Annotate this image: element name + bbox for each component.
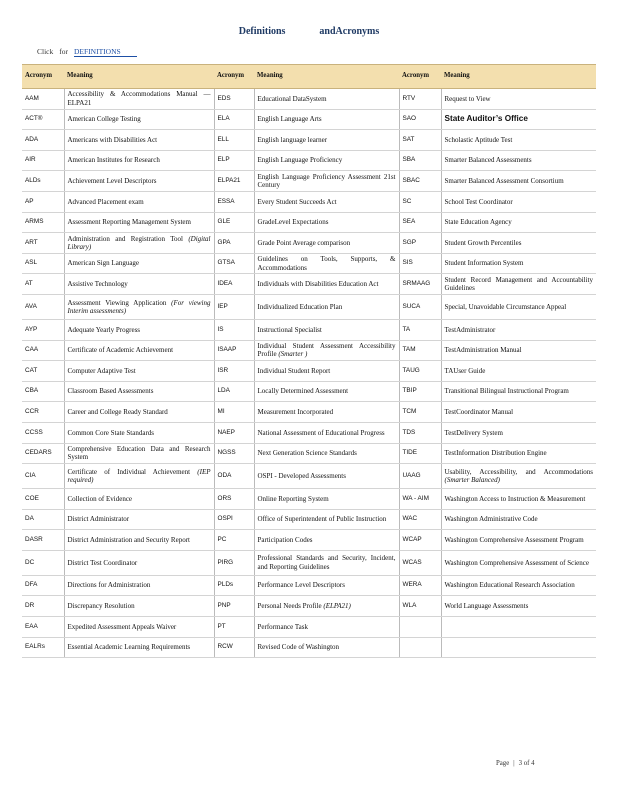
definitions-link-line bbox=[37, 47, 137, 56]
meaning-cell bbox=[64, 550, 214, 575]
acronyms-table bbox=[22, 64, 596, 658]
meaning-text: GradeLevel Expectations bbox=[257, 218, 329, 227]
acronym-cell: PT bbox=[214, 617, 254, 638]
meaning-cell bbox=[254, 319, 399, 340]
acronym-cell: UAAG bbox=[399, 464, 441, 489]
meaning-text: World Language Assessments bbox=[444, 602, 529, 611]
acronym-cell: SGP bbox=[399, 233, 441, 254]
meaning-text: Instructional Specialist bbox=[257, 325, 322, 334]
acronym-cell: TAUG bbox=[399, 361, 441, 382]
meaning-cell bbox=[441, 109, 596, 130]
meaning-text: Educational DataSystem bbox=[257, 94, 327, 103]
meaning-cell bbox=[254, 509, 399, 530]
meaning-cell bbox=[254, 361, 399, 382]
acronym-cell: PC bbox=[214, 530, 254, 551]
table-row bbox=[22, 443, 596, 464]
header-meaning: Meaning bbox=[64, 65, 214, 89]
meaning-text: Next Generation Science Standards bbox=[257, 449, 357, 458]
meaning-cell bbox=[64, 443, 214, 464]
meaning-text: Collection of Evidence bbox=[67, 494, 133, 503]
meaning-text: Classroom Based Assessments bbox=[67, 387, 154, 396]
meaning-text: District Administration and Security Report bbox=[67, 535, 190, 544]
acronym-cell: CCR bbox=[22, 402, 64, 423]
table-row bbox=[22, 381, 596, 402]
table-row bbox=[22, 509, 596, 530]
acronym-cell: WERA bbox=[399, 575, 441, 596]
table-row bbox=[22, 617, 596, 638]
acronym-cell: PNP bbox=[214, 596, 254, 617]
acronym-cell: AYP bbox=[22, 319, 64, 340]
acronym-cell: AT bbox=[22, 274, 64, 295]
acronym-cell: IDEA bbox=[214, 274, 254, 295]
meaning-text: Americans with Disabilities Act bbox=[67, 135, 158, 144]
acronym-cell: TIDE bbox=[399, 443, 441, 464]
table-row bbox=[22, 212, 596, 233]
meaning-cell bbox=[254, 530, 399, 551]
meaning-text: Personal Needs Profile bbox=[257, 602, 322, 611]
meaning-cell bbox=[441, 294, 596, 319]
meaning-text: TestInformation Distribution Engine bbox=[444, 449, 547, 458]
meaning-cell bbox=[64, 109, 214, 130]
acronym-cell: RCW bbox=[214, 637, 254, 658]
meaning-text: Transitional Bilingual Instructional Program bbox=[444, 387, 569, 396]
meaning-cell bbox=[441, 340, 596, 361]
meaning-cell bbox=[254, 109, 399, 130]
meaning-cell bbox=[254, 617, 399, 638]
meaning-cell bbox=[441, 212, 596, 233]
acronym-cell: WA - AIM bbox=[399, 489, 441, 510]
meaning-note: (Digital Library) bbox=[67, 234, 211, 251]
table-row bbox=[22, 233, 596, 254]
meaning-cell bbox=[64, 381, 214, 402]
meaning-text: Certificate of Academic Achievement bbox=[67, 346, 174, 355]
acronym-cell: COE bbox=[22, 489, 64, 510]
meaning-cell bbox=[64, 253, 214, 274]
meaning-text: Discrepancy Resolution bbox=[67, 602, 135, 611]
acronym-cell: PLDs bbox=[214, 575, 254, 596]
acronym-cell: CEDARS bbox=[22, 443, 64, 464]
acronym-cell: DC bbox=[22, 550, 64, 575]
meaning-text: Office of Superintendent of Public Instruction bbox=[257, 515, 387, 524]
meaning-cell bbox=[254, 253, 399, 274]
acronym-cell: NAEP bbox=[214, 422, 254, 443]
meaning-cell bbox=[441, 233, 596, 254]
page-footer: Page | 3 of 4 bbox=[496, 760, 535, 767]
acronym-cell: ELPA21 bbox=[214, 171, 254, 192]
meaning-text: District Administrator bbox=[67, 515, 130, 524]
acronym-cell: ODA bbox=[214, 464, 254, 489]
meaning-cell bbox=[441, 130, 596, 151]
acronym-cell: TDS bbox=[399, 422, 441, 443]
meaning-cell bbox=[64, 233, 214, 254]
table-row bbox=[22, 171, 596, 192]
meaning-text: Locally Determined Assessment bbox=[257, 387, 349, 396]
acronym-cell: DA bbox=[22, 509, 64, 530]
meaning-cell bbox=[64, 191, 214, 212]
acronym-cell: TA bbox=[399, 319, 441, 340]
table-row bbox=[22, 319, 596, 340]
meaning-text: Student Record Management and Accountability Guidelines bbox=[444, 275, 593, 293]
meaning-text: Washington Administrative Code bbox=[444, 515, 538, 524]
acronym-cell: CAA bbox=[22, 340, 64, 361]
acronym-cell: CAT bbox=[22, 361, 64, 382]
meaning-cell bbox=[254, 381, 399, 402]
acronym-cell: ASL bbox=[22, 253, 64, 274]
meaning-cell bbox=[254, 550, 399, 575]
title-word-acronyms: andAcronyms bbox=[319, 26, 380, 37]
table-row bbox=[22, 253, 596, 274]
page-total: 4 bbox=[531, 760, 535, 767]
meaning-text: Washington Educational Research Association bbox=[444, 581, 575, 590]
acronym-cell: WCAP bbox=[399, 530, 441, 551]
meaning-cell bbox=[441, 422, 596, 443]
acronym-cell: EAA bbox=[22, 617, 64, 638]
acronym-cell: ACT® bbox=[22, 109, 64, 130]
meaning-cell bbox=[254, 443, 399, 464]
meaning-cell bbox=[441, 489, 596, 510]
acronym-cell: WAC bbox=[399, 509, 441, 530]
meaning-cell bbox=[64, 596, 214, 617]
table-row bbox=[22, 191, 596, 212]
meaning-cell bbox=[64, 130, 214, 151]
meaning-text: Career and College Ready Standard bbox=[67, 407, 168, 416]
table-row bbox=[22, 109, 596, 130]
acronym-cell: SEA bbox=[399, 212, 441, 233]
acronym-cell: ESSA bbox=[214, 191, 254, 212]
acronym-cell: SC bbox=[399, 191, 441, 212]
meaning-text: Request to View bbox=[444, 94, 491, 103]
page-of: of bbox=[523, 760, 530, 767]
meaning-text: English Language Arts bbox=[257, 115, 322, 124]
header-acronym: Acronym bbox=[399, 65, 441, 89]
acronym-cell: AIR bbox=[22, 150, 64, 171]
meaning-text: Comprehensive Education Data and Research System bbox=[67, 444, 211, 462]
acronym-cell: ORS bbox=[214, 489, 254, 510]
acronym-cell: CBA bbox=[22, 381, 64, 402]
meaning-cell bbox=[254, 274, 399, 295]
table-row bbox=[22, 489, 596, 510]
meaning-cell bbox=[441, 530, 596, 551]
meaning-cell bbox=[64, 274, 214, 295]
meaning-text: District Test Coordinator bbox=[67, 558, 138, 567]
table-row bbox=[22, 89, 596, 110]
meaning-cell bbox=[441, 637, 596, 658]
table-row bbox=[22, 530, 596, 551]
meaning-cell bbox=[64, 150, 214, 171]
meaning-cell bbox=[254, 294, 399, 319]
meaning-cell bbox=[441, 319, 596, 340]
acronym-cell: PIRG bbox=[214, 550, 254, 575]
acronym-cell: CCSS bbox=[22, 422, 64, 443]
meaning-cell bbox=[441, 596, 596, 617]
acronym-cell: DFA bbox=[22, 575, 64, 596]
acronym-cell: ART bbox=[22, 233, 64, 254]
meaning-cell bbox=[64, 340, 214, 361]
meaning-cell bbox=[64, 319, 214, 340]
acronym-cell: DASR bbox=[22, 530, 64, 551]
meaning-cell bbox=[64, 489, 214, 510]
meaning-cell bbox=[254, 130, 399, 151]
meaning-cell bbox=[64, 89, 214, 110]
meaning-cell bbox=[254, 489, 399, 510]
meaning-cell bbox=[64, 575, 214, 596]
meaning-cell bbox=[64, 212, 214, 233]
acronym-cell: IS bbox=[214, 319, 254, 340]
meaning-cell bbox=[64, 464, 214, 489]
meaning-text: Online Reporting System bbox=[257, 494, 329, 503]
meaning-text: Washington Access to Instruction & Measurement bbox=[444, 494, 586, 503]
meaning-note: (Smarter ) bbox=[278, 350, 308, 359]
meaning-cell bbox=[254, 422, 399, 443]
meaning-text: TAUser Guide bbox=[444, 366, 486, 375]
meaning-note: (Smarter Balanced) bbox=[444, 476, 500, 485]
table-row bbox=[22, 402, 596, 423]
meaning-note: (ELPA21) bbox=[323, 602, 351, 611]
meaning-cell bbox=[64, 530, 214, 551]
meaning-cell bbox=[64, 361, 214, 382]
acronym-cell bbox=[399, 637, 441, 658]
meaning-text: Smarter Balanced Assessments bbox=[444, 156, 532, 165]
acronym-cell: CIA bbox=[22, 464, 64, 489]
meaning-cell bbox=[254, 575, 399, 596]
table-header-row bbox=[22, 65, 596, 89]
meaning-text: American College Testing bbox=[67, 115, 141, 124]
meaning-cell bbox=[254, 212, 399, 233]
acronym-cell: NGSS bbox=[214, 443, 254, 464]
table-row bbox=[22, 130, 596, 151]
for-label: for bbox=[59, 47, 68, 56]
meaning-cell bbox=[64, 171, 214, 192]
header-meaning: Meaning bbox=[441, 65, 596, 89]
acronym-cell: WLA bbox=[399, 596, 441, 617]
table-row bbox=[22, 575, 596, 596]
page-label: Page bbox=[496, 760, 510, 767]
acronym-cell: MI bbox=[214, 402, 254, 423]
meaning-text: Advanced Placement exam bbox=[67, 197, 144, 206]
meaning-text: State Auditor’s Office bbox=[444, 114, 528, 124]
meaning-text: Student Growth Percentiles bbox=[444, 238, 522, 247]
meaning-cell bbox=[441, 443, 596, 464]
meaning-cell bbox=[441, 381, 596, 402]
meaning-cell bbox=[64, 422, 214, 443]
meaning-text: Performance Level Descriptors bbox=[257, 581, 345, 590]
page-number: 3 bbox=[518, 760, 522, 767]
meaning-cell bbox=[254, 150, 399, 171]
definitions-link[interactable]: DEFINITIONS bbox=[74, 47, 137, 57]
click-label: Click bbox=[37, 47, 54, 56]
meaning-text: Participation Codes bbox=[257, 535, 313, 544]
table-row bbox=[22, 340, 596, 361]
meaning-text: Accessibility & Accommodations Manual —ELPA21 bbox=[67, 90, 211, 107]
meaning-text: OSPI - Developed Assessments bbox=[257, 471, 346, 480]
acronym-cell: LDA bbox=[214, 381, 254, 402]
meaning-text: American Institutes for Research bbox=[67, 156, 160, 165]
acronym-cell: SAO bbox=[399, 109, 441, 130]
meaning-text: Assessment Viewing Application bbox=[67, 298, 167, 307]
acronym-cell: AP bbox=[22, 191, 64, 212]
meaning-cell bbox=[441, 171, 596, 192]
header-meaning: Meaning bbox=[254, 65, 399, 89]
meaning-text: Special, Unavoidable Circumstance Appeal bbox=[444, 302, 567, 311]
acronym-cell: EDS bbox=[214, 89, 254, 110]
meaning-cell bbox=[441, 402, 596, 423]
acronym-cell: AVA bbox=[22, 294, 64, 319]
acronym-cell: ADA bbox=[22, 130, 64, 151]
acronym-cell bbox=[399, 617, 441, 638]
table-row bbox=[22, 596, 596, 617]
table-row bbox=[22, 464, 596, 489]
header-acronym: Acronym bbox=[214, 65, 254, 89]
meaning-cell bbox=[441, 509, 596, 530]
meaning-text: TestAdministrator bbox=[444, 325, 496, 334]
meaning-cell bbox=[64, 402, 214, 423]
acronym-cell: SUCA bbox=[399, 294, 441, 319]
meaning-text: Expedited Assessment Appeals Waiver bbox=[67, 622, 177, 631]
table-row bbox=[22, 637, 596, 658]
meaning-text: Essential Academic Learning Requirements bbox=[67, 643, 191, 652]
meaning-text: Directions for Administration bbox=[67, 581, 151, 590]
meaning-text: Individuals with Disabilities Education Act bbox=[257, 279, 379, 288]
meaning-text: TestCoordinator Manual bbox=[444, 407, 514, 416]
table-row bbox=[22, 274, 596, 295]
acronym-cell: SAT bbox=[399, 130, 441, 151]
acronym-cell: ISAAP bbox=[214, 340, 254, 361]
meaning-cell bbox=[254, 402, 399, 423]
meaning-cell bbox=[441, 274, 596, 295]
meaning-text: Assessment Reporting Management System bbox=[67, 218, 191, 227]
acronym-cell: TAM bbox=[399, 340, 441, 361]
meaning-text: Assistive Technology bbox=[67, 279, 128, 288]
meaning-cell bbox=[441, 253, 596, 274]
meaning-text: TestAdministration Manual bbox=[444, 346, 522, 355]
acronym-cell: SIS bbox=[399, 253, 441, 274]
meaning-text: Smarter Balanced Assessment Consortium bbox=[444, 176, 564, 185]
acronym-cell: DR bbox=[22, 596, 64, 617]
acronym-cell: OSPI bbox=[214, 509, 254, 530]
meaning-text: Administration and Registration Tool bbox=[67, 234, 183, 243]
acronym-cell: WCAS bbox=[399, 550, 441, 575]
meaning-text: Achievement Level Descriptors bbox=[67, 176, 157, 185]
table-body bbox=[22, 89, 596, 658]
acronym-cell: ALDs bbox=[22, 171, 64, 192]
meaning-text: English Language Proficiency Assessment 21st Century bbox=[257, 172, 396, 190]
acronym-cell: GTSA bbox=[214, 253, 254, 274]
acronym-cell: ELP bbox=[214, 150, 254, 171]
meaning-text: State Education Agency bbox=[444, 218, 512, 227]
meaning-cell bbox=[441, 361, 596, 382]
acronym-cell: ELA bbox=[214, 109, 254, 130]
meaning-cell bbox=[64, 637, 214, 658]
meaning-text: National Assessment of Educational Progress bbox=[257, 428, 385, 437]
meaning-text: Washington Comprehensive Assessment of Science bbox=[444, 558, 589, 567]
meaning-text: School Test Coordinator bbox=[444, 197, 513, 206]
meaning-text: Washington Comprehensive Assessment Program bbox=[444, 535, 584, 544]
acronym-cell: ISR bbox=[214, 361, 254, 382]
title-word-definitions: Definitions bbox=[238, 26, 286, 37]
meaning-text: Professional Standards and Security, Incident, and Reporting Guidelines bbox=[257, 554, 396, 571]
acronym-cell: IEP bbox=[214, 294, 254, 319]
meaning-text: Usability, Accessibility, and Accommodations bbox=[444, 467, 593, 476]
table-row bbox=[22, 550, 596, 575]
meaning-text: Revised Code of Washington bbox=[257, 643, 340, 652]
meaning-text: American Sign Language bbox=[67, 259, 140, 268]
meaning-text: Every Student Succeeds Act bbox=[257, 197, 337, 206]
table-row bbox=[22, 150, 596, 171]
meaning-cell bbox=[254, 637, 399, 658]
acronym-cell: GLE bbox=[214, 212, 254, 233]
meaning-cell bbox=[441, 150, 596, 171]
acronym-cell: ELL bbox=[214, 130, 254, 151]
meaning-cell bbox=[64, 509, 214, 530]
acronym-cell: TBIP bbox=[399, 381, 441, 402]
meaning-text: Performance Task bbox=[257, 622, 309, 631]
meaning-cell bbox=[441, 617, 596, 638]
meaning-text: Individualized Education Plan bbox=[257, 302, 343, 311]
meaning-cell bbox=[254, 340, 399, 361]
meaning-text: Measurement Incorporated bbox=[257, 407, 334, 416]
meaning-cell bbox=[441, 575, 596, 596]
meaning-cell bbox=[441, 550, 596, 575]
meaning-text: Grade Point Average comparison bbox=[257, 238, 351, 247]
table-row bbox=[22, 422, 596, 443]
meaning-cell bbox=[441, 89, 596, 110]
meaning-note: (IEP required) bbox=[67, 467, 211, 485]
meaning-cell bbox=[64, 617, 214, 638]
meaning-cell bbox=[441, 191, 596, 212]
meaning-cell bbox=[254, 596, 399, 617]
meaning-text: TestDelivery System bbox=[444, 428, 503, 437]
table-row bbox=[22, 294, 596, 319]
meaning-text: Individual Student Assessment Accessibility Profile bbox=[257, 341, 396, 359]
meaning-cell bbox=[254, 171, 399, 192]
acronym-cell: TCM bbox=[399, 402, 441, 423]
acronym-cell: SRMAAG bbox=[399, 274, 441, 295]
acronym-cell: EALRs bbox=[22, 637, 64, 658]
acronym-cell: SBA bbox=[399, 150, 441, 171]
acronym-cell: AAM bbox=[22, 89, 64, 110]
meaning-text: Scholastic Aptitude Test bbox=[444, 135, 513, 144]
page-title bbox=[0, 26, 618, 37]
meaning-text: Adequate Yearly Progress bbox=[67, 325, 141, 334]
meaning-text: English language learner bbox=[257, 135, 328, 144]
acronym-cell: GPA bbox=[214, 233, 254, 254]
meaning-text: Certificate of Individual Achievement bbox=[67, 467, 191, 476]
meaning-cell bbox=[254, 191, 399, 212]
header-acronym: Acronym bbox=[22, 65, 64, 89]
meaning-cell bbox=[64, 294, 214, 319]
acronym-cell: RTV bbox=[399, 89, 441, 110]
meaning-cell bbox=[254, 233, 399, 254]
acronym-cell: ARMS bbox=[22, 212, 64, 233]
meaning-text: Guidelines on Tools, Supports, & Accommodations bbox=[257, 255, 396, 272]
meaning-cell bbox=[254, 464, 399, 489]
acronym-cell: SBAC bbox=[399, 171, 441, 192]
meaning-text: English Language Proficiency bbox=[257, 156, 343, 165]
meaning-text: Computer Adaptive Test bbox=[67, 366, 136, 375]
meaning-text: Student Information System bbox=[444, 259, 524, 268]
table-row bbox=[22, 361, 596, 382]
meaning-note: (For viewing Interim assessments) bbox=[67, 298, 211, 315]
meaning-cell bbox=[254, 89, 399, 110]
meaning-cell bbox=[441, 464, 596, 489]
meaning-text: Common Core State Standards bbox=[67, 428, 155, 437]
meaning-text: Individual Student Report bbox=[257, 366, 331, 375]
